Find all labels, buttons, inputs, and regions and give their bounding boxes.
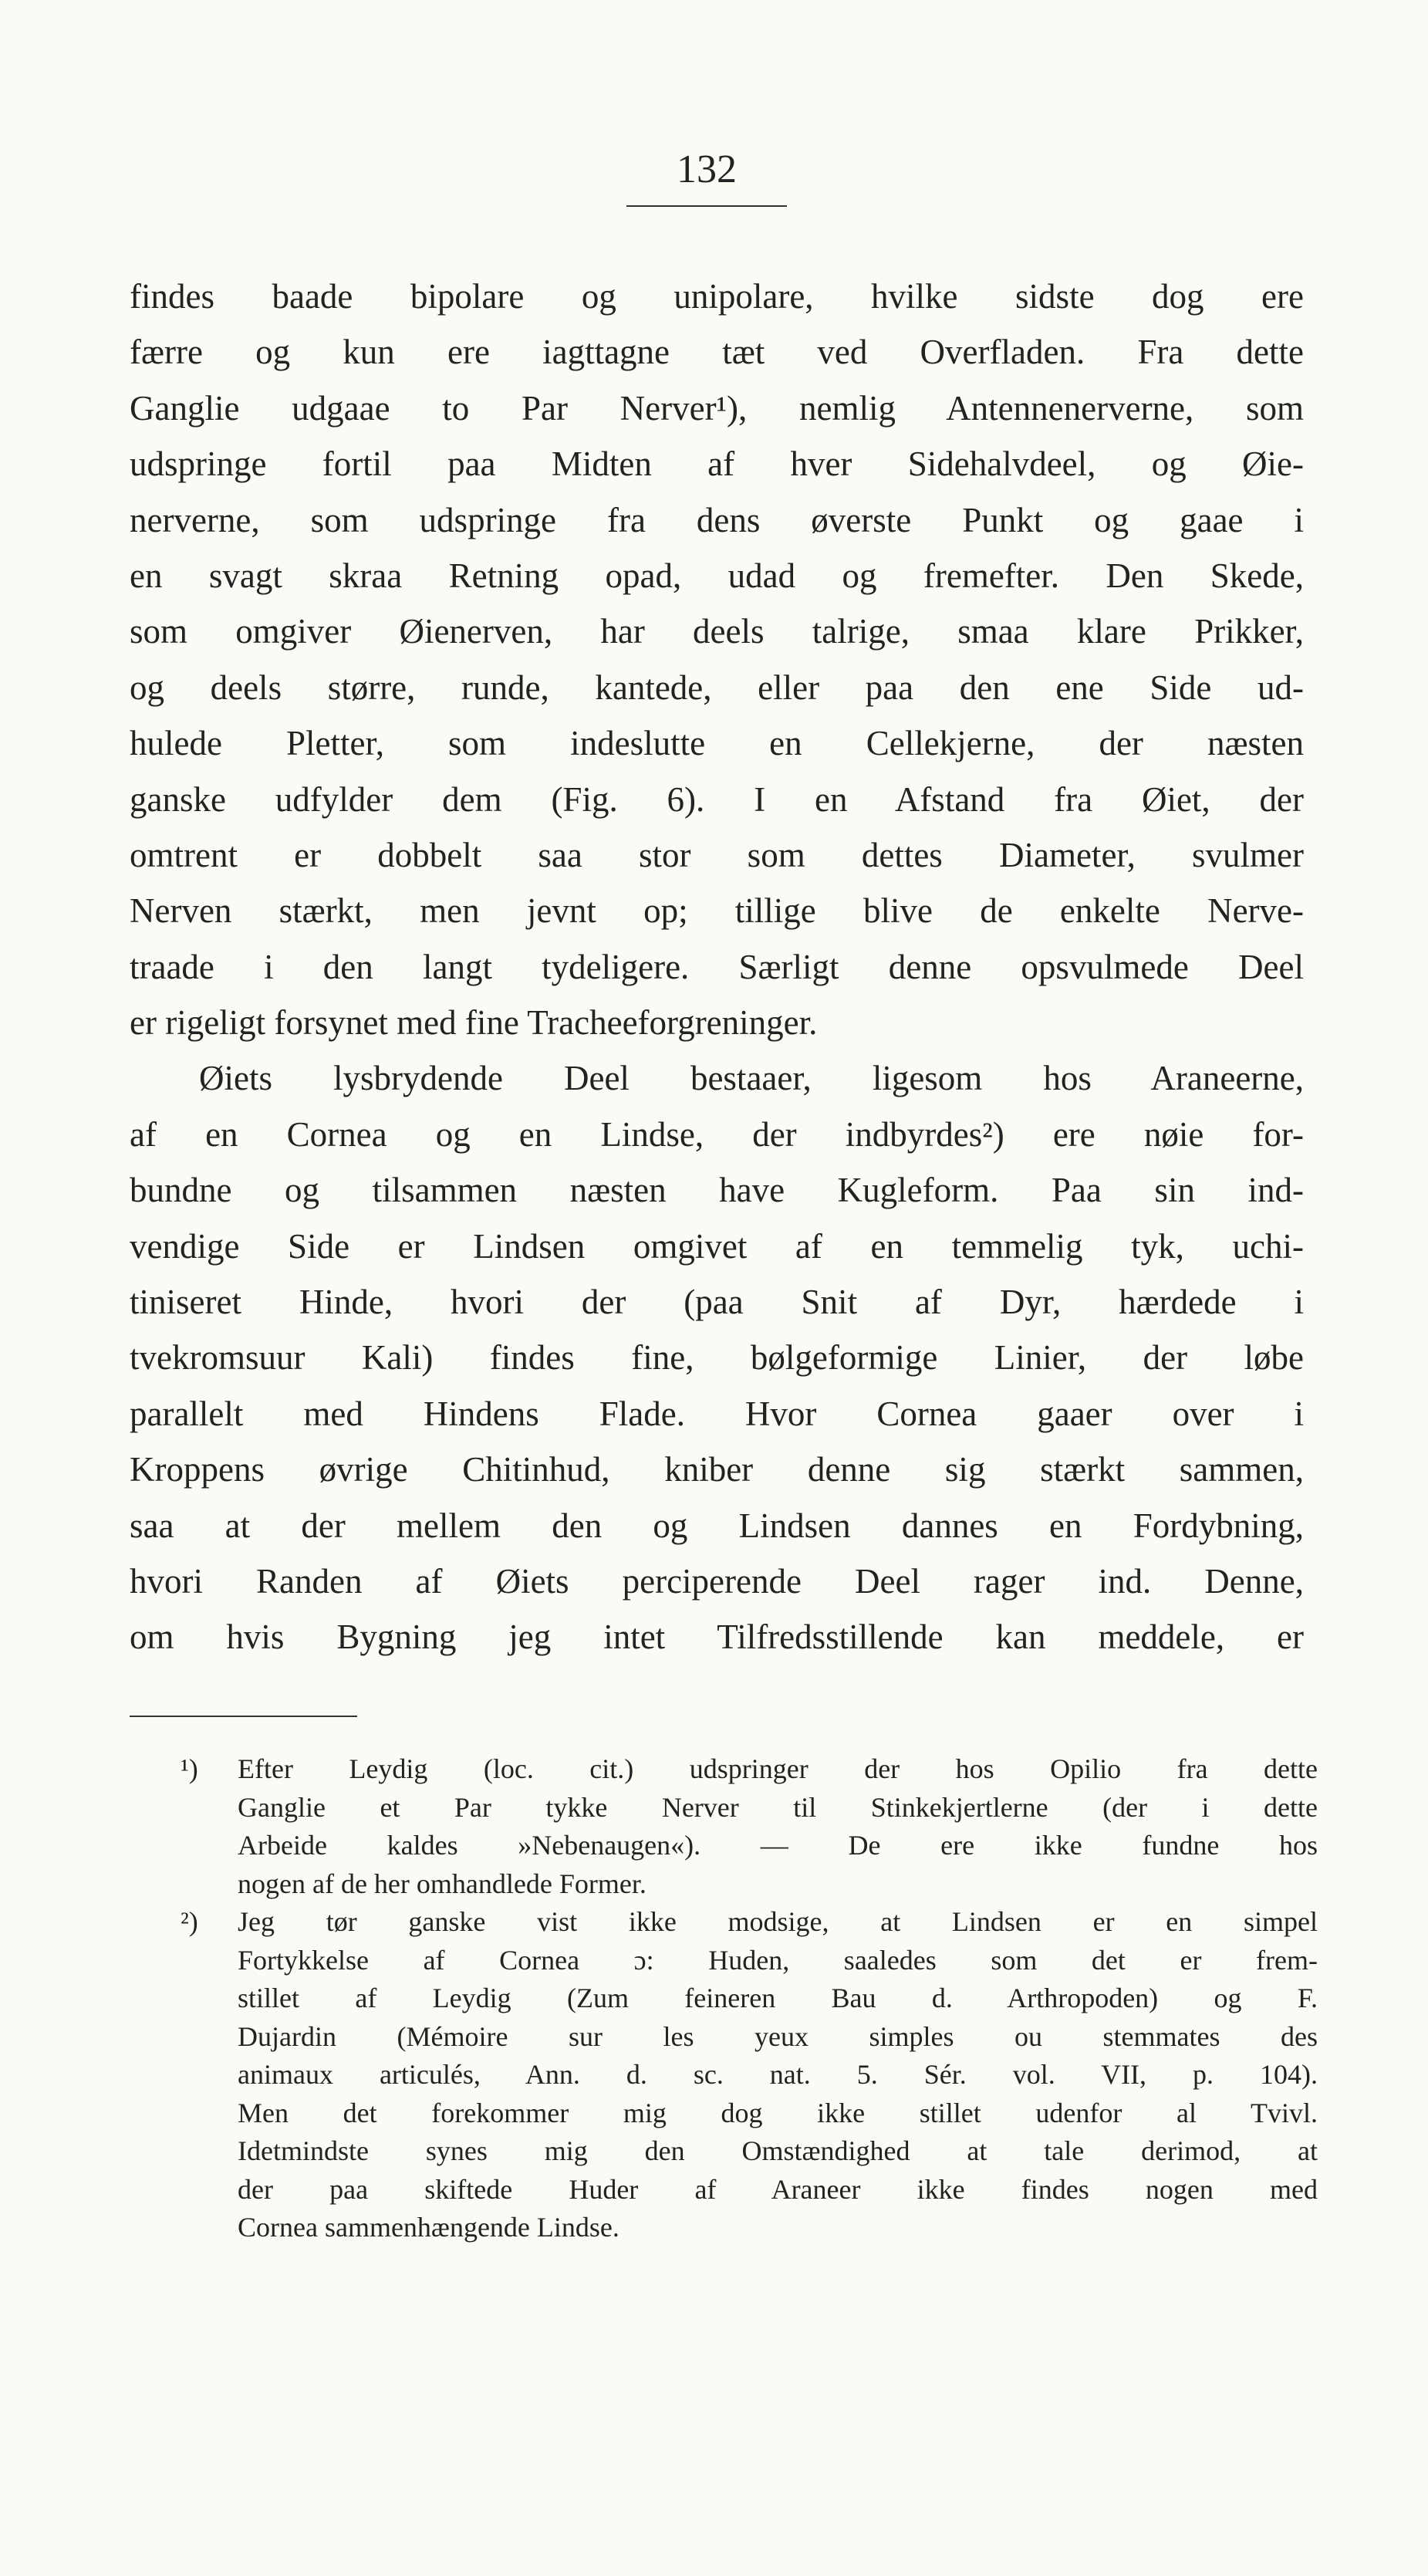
footnote-1-line: Arbeide kaldes »Nebenaugen«). — De ere ikke fundne hos: [238, 1830, 1318, 1861]
body-line: hulede Pletter, som indeslutte en Cellekjerne, der næsten: [130, 724, 1304, 763]
footnote-1-text: Efter Leydig (loc. cit.) udspringer der hos Opilio fra dette: [238, 1753, 1318, 1784]
body-text: [130, 269, 1304, 1665]
footnote-2-line: der paa skiftede Huder af Araneer ikke findes nogen med: [238, 2173, 1318, 2205]
footnotes: [173, 1750, 1318, 2247]
body-line: findes baade bipolare og unipolare, hvilke sidste dog ere: [130, 277, 1304, 316]
footnote-2-marker: ²): [181, 1906, 198, 1937]
body-line: tiniseret Hinde, hvori der (paa Snit af Dyr, hærdede i: [130, 1283, 1304, 1322]
body-line: en svagt skraa Retning opad, udad og fremefter. Den Skede,: [130, 556, 1304, 595]
body-line: saa at der mellem den og Lindsen dannes en Fordybning,: [130, 1506, 1304, 1545]
body-line: ganske udfylder dem (Fig. 6). I en Afstand fra Øiet, der: [130, 779, 1304, 819]
footnote-1-marker: ¹): [181, 1753, 198, 1784]
footnote-2-text: Jeg tør ganske vist ikke modsige, at Lindsen er en simpel: [238, 1906, 1318, 1937]
footnote-2-line: Fortykkelse af Cornea ɔ: Huden, saaledes som det er frem-: [238, 1944, 1318, 1976]
body-line: Nerven stærkt, men jevnt op; tillige blive de enkelte Nerve-: [130, 891, 1304, 931]
footnote-2-line: stillet af Leydig (Zum feineren Bau d. Arthropoden) og F.: [238, 1983, 1318, 2013]
body-line: parallelt med Hindens Flade. Hvor Cornea gaaer over i: [130, 1394, 1304, 1433]
body-line: af en Cornea og en Lindse, der indbyrdes²) ere nøie for-: [130, 1114, 1304, 1154]
body-line: udspringe fortil paa Midten af hver Sidehalvdeel, og Øie-: [130, 445, 1304, 484]
footnote-rule: [130, 1716, 357, 1717]
body-line: Øiets lysbrydende Deel bestaaer, ligesom hos Araneerne,: [199, 1059, 1304, 1098]
footnote-1-line: nogen af de her omhandlede Former.: [238, 1868, 646, 1899]
footnote-1-line: Ganglie et Par tykke Nerver til Stinkekjertlerne (der i dette: [238, 1791, 1318, 1823]
footnote-1-line: [173, 1750, 1318, 1789]
body-line: bundne og tilsammen næsten have Kugleform. Paa sin ind-: [130, 1171, 1304, 1210]
body-line: Kroppens øvrige Chitinhud, kniber denne sig stærkt sammen,: [130, 1450, 1304, 1489]
body-line: traade i den langt tydeligere. Særligt denne opsvulmede Deel: [130, 947, 1304, 986]
footnote-2-line: [173, 1903, 1318, 1942]
body-line: færre og kun ere iagttagne tæt ved Overfladen. Fra dette: [130, 333, 1304, 372]
body-line: hvori Randen af Øiets perciperende Deel rager ind. Denne,: [130, 1561, 1304, 1601]
footnote-2-line: animaux articulés, Ann. d. sc. nat. 5. Sér. vol. VII, p. 104).: [238, 2059, 1318, 2090]
body-line: omtrent er dobbelt saa stor som dettes Diameter, svulmer: [130, 835, 1304, 874]
body-line: Ganglie udgaae to Par Nerver¹), nemlig Antennenerverne, som: [130, 388, 1304, 428]
body-line: vendige Side er Lindsen omgivet af en temmelig tyk, uchi-: [130, 1226, 1304, 1266]
body-line: nerverne, som udspringe fra dens øverste Punkt og gaae i: [130, 500, 1304, 539]
body-line: om hvis Bygning jeg intet Tilfredsstillende kan meddele, er: [130, 1618, 1304, 1657]
body-line: tvekromsuur Kali) findes fine, bølgeformige Linier, der løbe: [130, 1338, 1304, 1378]
body-line: og deels større, runde, kantede, eller paa den ene Side ud-: [130, 668, 1304, 707]
footnote-2-line: Dujardin (Mémoire sur les yeux simples ou stemmates des: [238, 2020, 1318, 2052]
page-number: 132: [677, 147, 737, 191]
page-number-rule: [626, 205, 787, 207]
footnote-2-line: Cornea sammenhængende Lindse.: [238, 2212, 619, 2243]
body-line: er rigeligt forsynet med fine Tracheeforgreninger.: [130, 1003, 818, 1043]
footnote-2-line: Idetmindste synes mig den Omstændighed at tale derimod, at: [238, 2135, 1318, 2166]
footnote-2-line: Men det forekommer mig dog ikke stillet udenfor al Tvivl.: [238, 2097, 1318, 2128]
body-line: som omgiver Øienerven, har deels talrige, smaa klare Prikker,: [130, 612, 1304, 651]
